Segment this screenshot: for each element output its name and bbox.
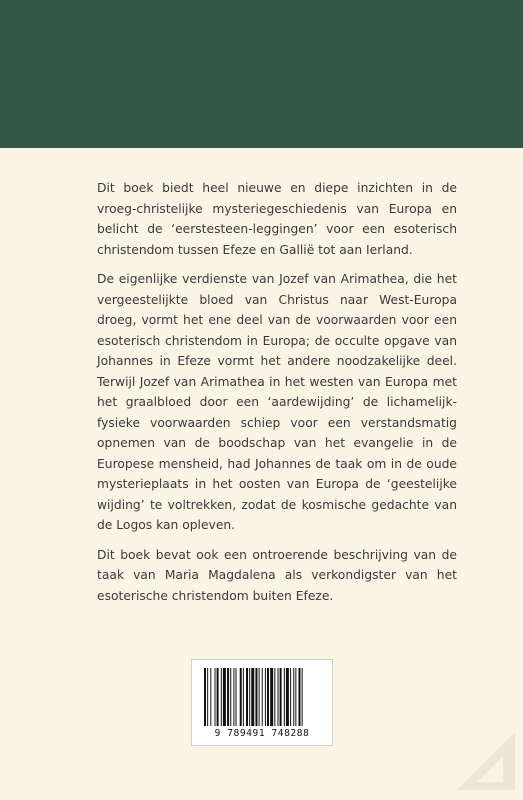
cover-top-band xyxy=(0,0,523,148)
barcode-bar xyxy=(295,668,296,726)
barcode-bar xyxy=(270,668,273,726)
barcode-bar xyxy=(236,668,237,726)
barcode-bar xyxy=(293,668,294,726)
barcode-bar xyxy=(251,668,254,726)
barcode-bar xyxy=(284,668,285,726)
barcode-bar xyxy=(223,668,226,726)
blurb-paragraph-1: Dit boek biedt heel nieuwe en diepe inzichten in de vroeg-christelijke mysteriegeschiedenis van Europa en belicht de ‘eerstesteen-leggingen’ voor een esoterisch christendom tussen Efeze en Gallië tot aan Ierland. xyxy=(97,181,457,257)
barcode-bar xyxy=(230,668,231,726)
barcode-bar xyxy=(290,668,291,726)
diagonal-arrow-watermark-icon xyxy=(437,712,517,792)
barcode-bar xyxy=(299,668,301,726)
barcode-bar xyxy=(255,668,257,726)
barcode-bar xyxy=(262,668,263,726)
barcode-bar xyxy=(246,668,248,726)
barcode-bar xyxy=(227,668,229,726)
barcode-bar xyxy=(274,668,275,726)
back-cover-blurb xyxy=(97,178,457,615)
barcode-bar xyxy=(217,668,219,726)
isbn-barcode xyxy=(191,659,333,746)
barcode-bar xyxy=(259,668,260,726)
barcode-bar xyxy=(210,668,211,726)
blurb-paragraph-3: Dit boek bevat ook een ontroerende beschrijving van de taak van Maria Magdalena als verkondigster van het esoterische christendom buiten Efeze. xyxy=(97,547,457,603)
barcode-bar xyxy=(249,668,250,726)
barcode-bar xyxy=(207,668,208,726)
barcode-bar xyxy=(221,668,222,726)
barcode-bar xyxy=(286,668,289,726)
barcode-bar xyxy=(204,668,206,726)
barcode-bar xyxy=(278,668,279,726)
barcode-bars xyxy=(204,668,320,726)
barcode-bar xyxy=(280,668,282,726)
barcode-bar xyxy=(240,668,242,726)
blurb-paragraph-2: De eigenlijke verdienste van Jozef van Arimathea, die het vergeestelijkte bloed van Christus naar West-Europa droeg, vormt het ene deel van de voorwaarden voor een esoterisch christendom in Europa; de occulte opgave van Johannes in Efeze vormt het andere noodzakelijke deel. Terwijl Jozef van Arimathea in het westen van Europa met het graalbloed door een ‘aardewijding’ de lichamelijk-fysieke voorwaarden schiep voor een verstandsmatig opnemen van de boodschap van het evangelie in de Europese mensheid, had Johannes de taak om in de oude mysterieplaats in het oosten van Europa de ‘geestelijke wijding’ te voltrekken, zodat de kosmische gedachte van de Logos kan opleven. xyxy=(97,272,457,532)
barcode-bar xyxy=(233,668,234,726)
barcode-bar xyxy=(302,668,303,726)
barcode-bar xyxy=(243,668,244,726)
isbn-number: 9 789491 748288 xyxy=(214,728,310,739)
barcode-bar xyxy=(265,668,266,726)
barcode-bar xyxy=(267,668,269,726)
barcode-bar xyxy=(215,668,216,726)
